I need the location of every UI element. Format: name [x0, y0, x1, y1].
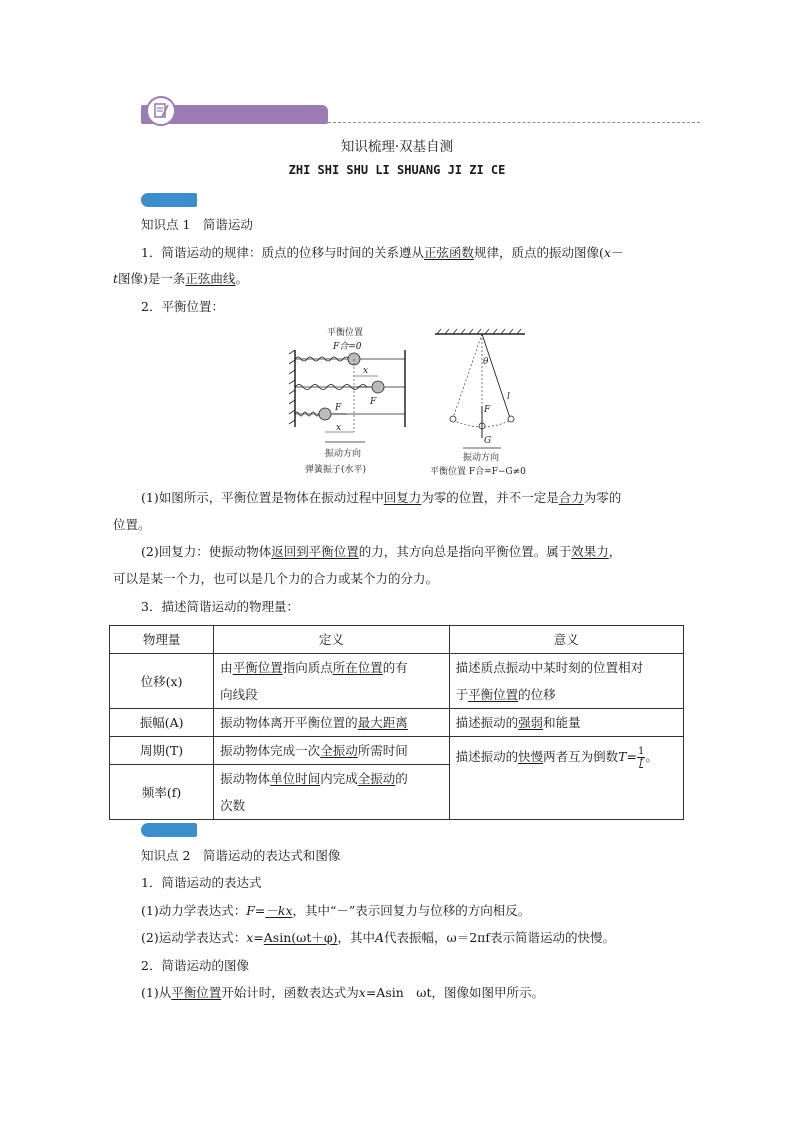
fig-label-equilibrium: 平衡位置 — [327, 328, 364, 338]
fig-spring-caption: 弹簧振子(水平) — [305, 465, 367, 475]
table-row — [110, 737, 684, 765]
table-cell: 振幅(A) — [110, 709, 214, 737]
section2-dynamics: (1)动力学表达式：F=－kx，其中“－”表示回复力与位移的方向相反。 — [141, 903, 531, 918]
table-cell: 频率(f) — [110, 765, 214, 820]
page-subtitle-pinyin: ZHI SHI SHU LI SHUANG JI ZI CE — [288, 163, 506, 177]
section1-item3: 3．描述简谐运动的物理量： — [141, 599, 299, 614]
quantities-table — [109, 625, 684, 820]
table-header: 定义 — [214, 626, 449, 654]
table-cell: 振动物体完成一次全振动所需时间 — [214, 737, 449, 765]
section1-para2-line1: (2)回复力：使振动物体返回到平衡位置的力，其方向总是指向平衡位置。属于效果力， — [141, 544, 622, 559]
fig-label-x2: x — [336, 423, 342, 433]
table-cell: 由平衡位置指向质点所在位置的有 向线段 — [214, 654, 449, 709]
table-header: 意义 — [449, 626, 683, 654]
fig-label-theta: θ — [483, 357, 489, 367]
section2-item2: 2．简谐运动的图像 — [141, 958, 249, 973]
table-cell: 振动物体单位时间内完成全振动的 次数 — [214, 765, 449, 820]
section1-heading: 知识点 1 简谐运动 — [141, 217, 253, 232]
section1-item1-line1: 1．简谐运动的规律：质点的位移与时间的关系遵从正弦函数规律，质点的振动图像(x－ — [141, 245, 624, 260]
table-cell: 位移(x) — [110, 654, 214, 709]
table-cell: 描述振动的快慢两者互为倒数T= $\frac{1}{f}$ 。 — [449, 737, 683, 820]
fig-label-G: G — [484, 436, 492, 446]
table-header-row — [110, 626, 684, 654]
header-divider — [328, 122, 700, 123]
table-header: 物理量 — [110, 626, 214, 654]
fraction: $\frac{1}{f}$ — [637, 746, 645, 768]
section2-item1: 1．简谐运动的表达式 — [141, 875, 262, 890]
fig-label-F2: F — [335, 403, 342, 413]
table-cell: 振动物体离开平衡位置的最大距离 — [214, 709, 449, 737]
fig-label-f0: F合=0 — [333, 342, 362, 352]
fig-label-l: l — [507, 392, 510, 402]
section2-heading: 知识点 2 简谐运动的表达式和图像 — [141, 848, 341, 863]
section-marker-2 — [141, 823, 197, 837]
fig-label-x1: x — [363, 366, 369, 376]
section2-kinematics: (2)运动学表达式：x=Asin(ωt＋φ)，其中A代表振幅，ω＝2πf表示简谐运动的快慢。 — [141, 930, 616, 945]
section1-para1-line2: 位置。 — [113, 517, 151, 532]
table-cell: 描述质点振动中某时刻的位置相对 于平衡位置的位移 — [449, 654, 683, 709]
fig-label-F1: F — [370, 397, 377, 407]
page-title: 知识梳理·双基自测 — [340, 139, 454, 155]
equilibrium-figure — [285, 322, 540, 482]
section1-para1-line1: (1)如图所示，平衡位置是物体在振动过程中回复力为零的位置，并不一定是合力为零的 — [141, 490, 622, 505]
section1-para2-line2: 可以是某一个力，也可以是几个力的合力或某个力的分力。 — [113, 571, 439, 586]
table-row — [110, 654, 684, 709]
table-cell: 描述振动的强弱和能量 — [449, 709, 683, 737]
fig-spring-direction: 振动方向 — [325, 449, 362, 459]
table-cell: 周期(T) — [110, 737, 214, 765]
fig-pendulum-direction: 振动方向 — [463, 453, 500, 463]
section2-graph1: (1)从平衡位置开始计时，函数表达式为x=Asin ωt，图像如图甲所示。 — [141, 985, 544, 1000]
notebook-icon — [146, 96, 176, 126]
fig-label-pend-F: F — [484, 405, 491, 415]
section1-item2: 2．平衡位置： — [141, 299, 224, 314]
table-row — [110, 709, 684, 737]
section-marker-1 — [141, 193, 197, 207]
section1-item1-line2: t图像)是一条正弦曲线。 — [113, 271, 248, 286]
fig-pendulum-caption: 平衡位置 F合=F−G≠0 — [430, 467, 526, 477]
